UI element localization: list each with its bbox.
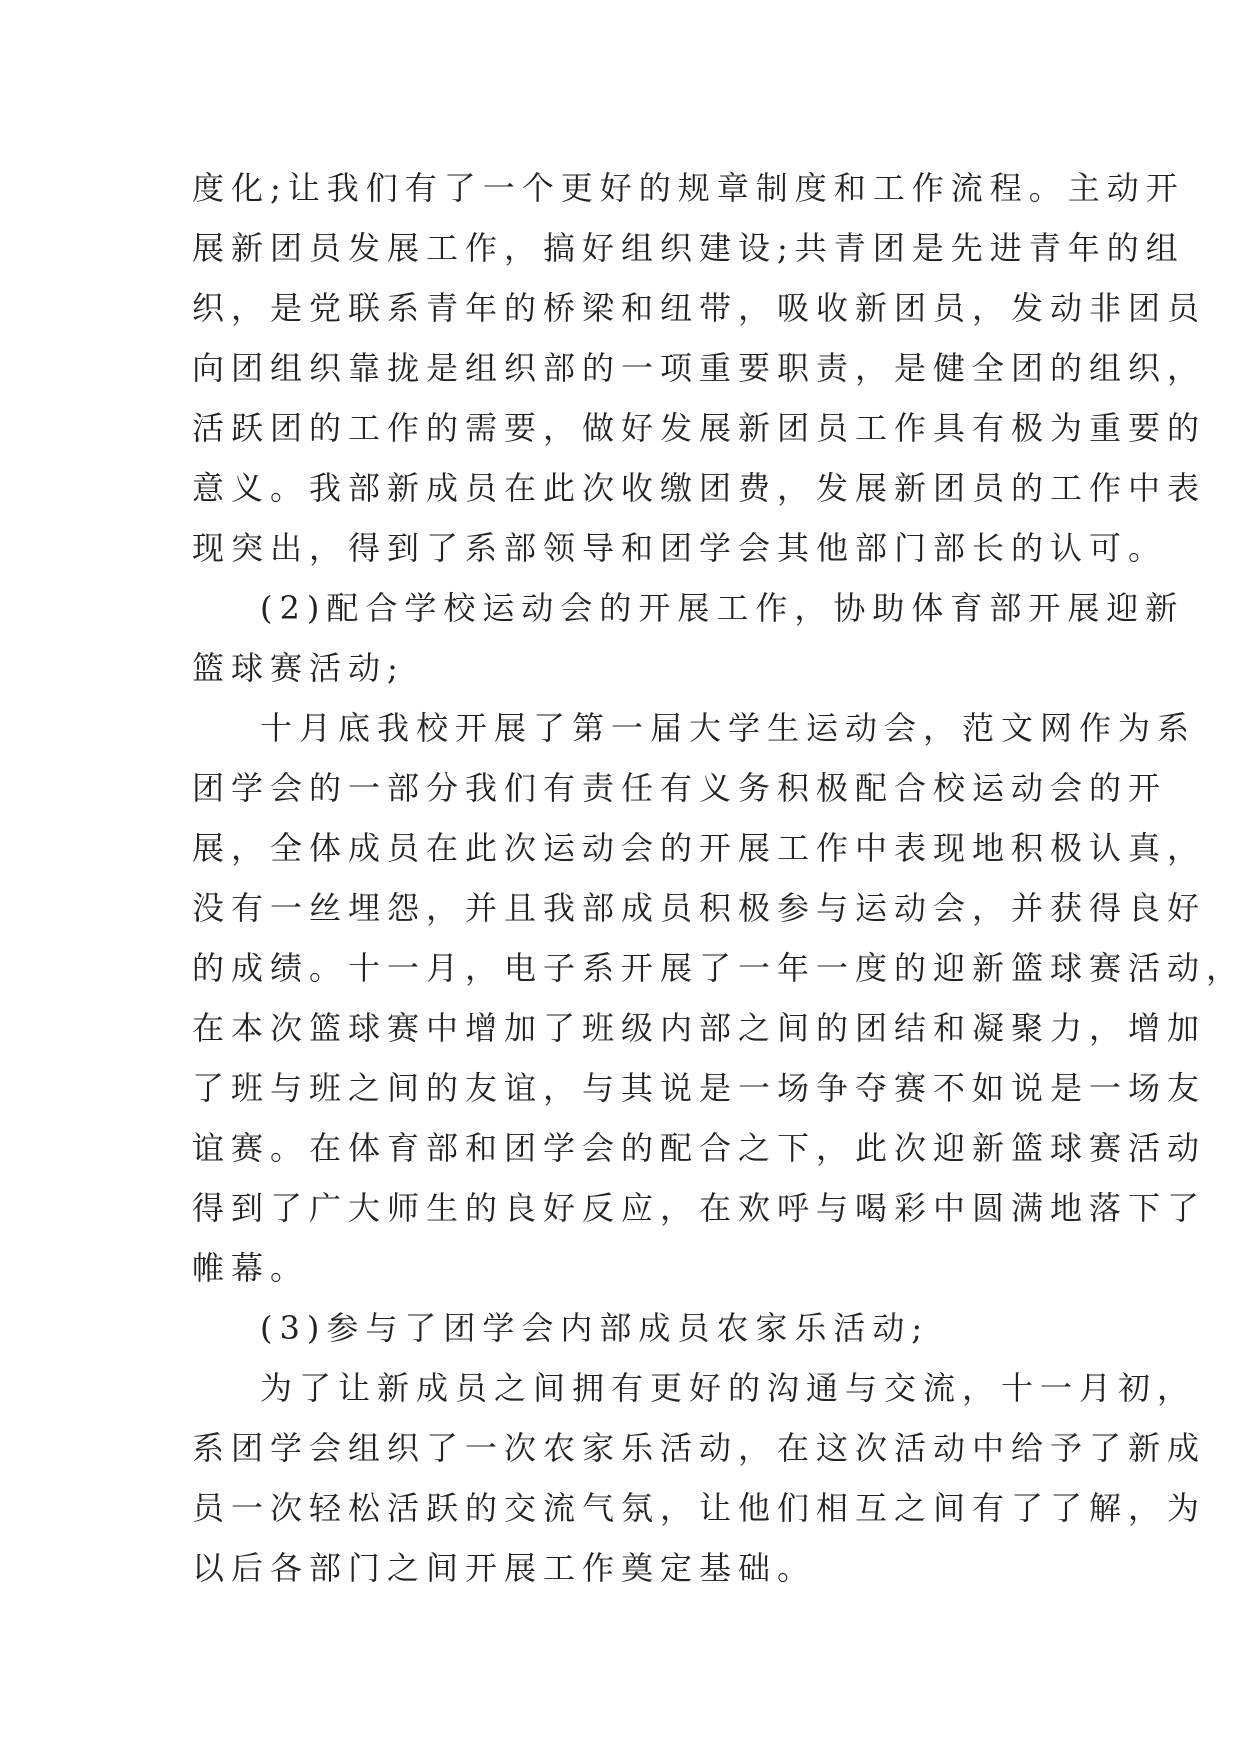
- text-line: 没有一丝埋怨，并且我部成员积极参与运动会，并获得良好: [192, 889, 1207, 927]
- text-line: 得到了广大师生的良好反应，在欢呼与喝彩中圆满地落下了: [192, 1189, 1207, 1227]
- text-line: 度化;让我们有了一个更好的规章制度和工作流程。主动开: [192, 169, 1185, 207]
- text-line: 展新团员发展工作，搞好组织建设;共青团是先进青年的组: [192, 229, 1185, 267]
- text-line: 了班与班之间的友谊，与其说是一场争夺赛不如说是一场友: [192, 1069, 1207, 1107]
- paragraph-start: 为了让新成员之间拥有更好的沟通与交流，十一月初，: [260, 1369, 1197, 1407]
- text-line: 展，全体成员在此次运动会的开展工作中表现地积极认真，: [192, 829, 1207, 867]
- text-line: 篮球赛活动;: [192, 649, 405, 687]
- text-line: 系团学会组织了一次农家乐活动，在这次活动中给予了新成: [192, 1429, 1207, 1467]
- text-line: 的成绩。十一月，电子系开展了一年一度的迎新篮球赛活动，: [192, 949, 1245, 987]
- text-line: 织，是党联系青年的桥梁和纽带，吸收新团员，发动非团员: [192, 289, 1207, 327]
- section-heading-2: (2)配合学校运动会的开展工作，协助体育部开展迎新: [260, 589, 1185, 627]
- text-line: 现突出，得到了系部领导和团学会其他部门部长的认可。: [192, 529, 1168, 567]
- text-line: 活跃团的工作的需要，做好发展新团员工作具有极为重要的: [192, 409, 1207, 447]
- paragraph-start: 十月底我校开展了第一届大学生运动会，范文网作为系: [260, 709, 1197, 747]
- text-line: 向团组织靠拢是组织部的一项重要职责，是健全团的组织，: [192, 349, 1207, 387]
- text-line: 帷幕。: [192, 1249, 310, 1287]
- text-line: 团学会的一部分我们有责任有义务积极配合校运动会的开: [192, 769, 1168, 807]
- text-line: 在本次篮球赛中增加了班级内部之间的团结和凝聚力，增加: [192, 1009, 1207, 1047]
- text-line: 员一次轻松活跃的交流气氛，让他们相互之间有了了解，为: [192, 1489, 1207, 1527]
- text-line: 谊赛。在体育部和团学会的配合之下，此次迎新篮球赛活动: [192, 1129, 1207, 1167]
- body-text: [192, 158, 1245, 1598]
- text-line: 以后各部门之间开展工作奠定基础。: [192, 1549, 817, 1587]
- section-heading-3: (3)参与了团学会内部成员农家乐活动;: [260, 1309, 930, 1347]
- text-line: 意义。我部新成员在此次收缴团费，发展新团员的工作中表: [192, 469, 1207, 507]
